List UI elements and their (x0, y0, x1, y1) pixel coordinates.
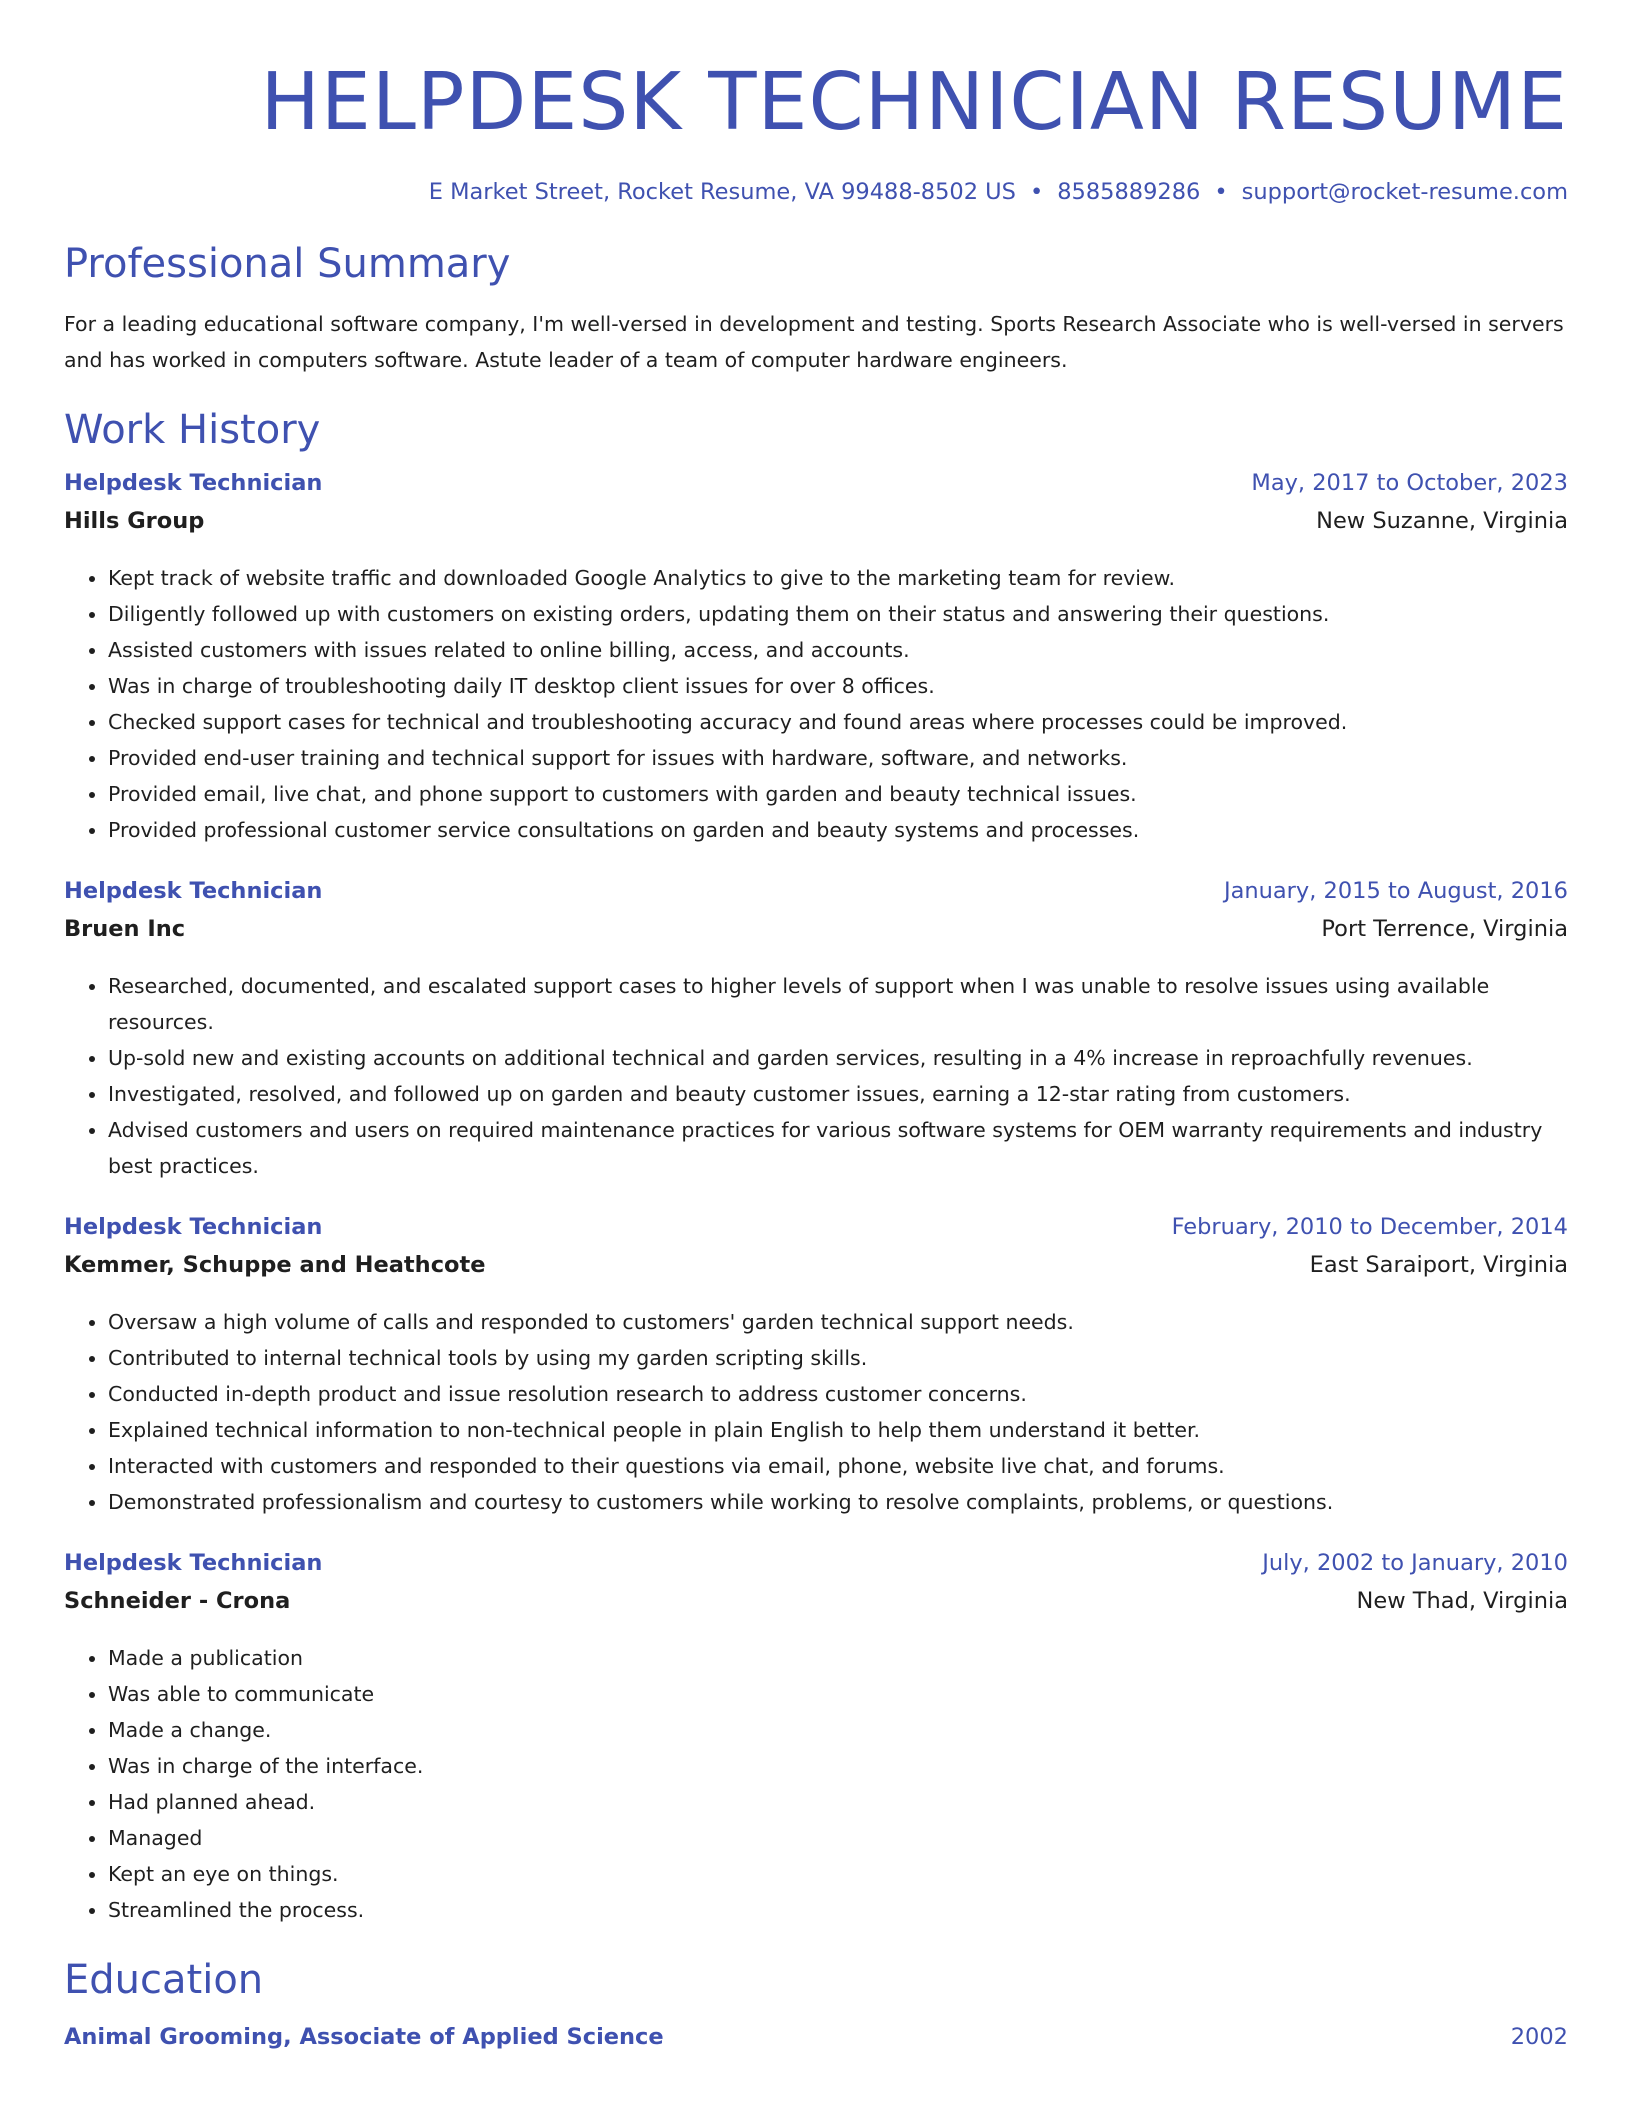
job-bullet: • Investigated, resolved, and followed up on garden and beauty customer issues, earning a 12-star rating from customers. (108, 1076, 1568, 1112)
job-bullet: • Researched, documented, and escalated support cases to higher levels of support when I was unable to resolve issues using available resources. (108, 968, 1568, 1040)
job-company-row (64, 508, 1568, 546)
summary-heading: Professional Summary (64, 241, 511, 287)
job-dates: January, 2015 to August, 2016 (1223, 878, 1568, 904)
job-company: Kemmer, Schuppe and Heathcote (64, 1252, 486, 1278)
contact-separator: • (1214, 179, 1228, 205)
job-bullet: • Kept an eye on things. (108, 1856, 1568, 1892)
job-entry (64, 470, 1568, 848)
job-bullet: • Assisted customers with issues related to online billing, access, and accounts. (108, 632, 1568, 668)
job-bullet: • Demonstrated professionalism and courtesy to customers while working to resolve complaints, problems, or questions. (108, 1484, 1568, 1520)
job-bullets (64, 968, 1568, 1184)
summary-text: For a leading educational software company, I'm well-versed in development and testing. Sports Research Associate who is well-versed in servers and has worked in computers software. Astute leader of a team of computer hardware engineers. (64, 312, 1564, 372)
job-company-row (64, 1252, 1568, 1290)
job-bullet: • Was able to communicate (108, 1676, 1568, 1712)
job-bullets (64, 1640, 1568, 1928)
job-bullet: • Made a publication (108, 1640, 1568, 1676)
contact-email: support@rocket-resume.com (1241, 179, 1568, 205)
job-bullet: • Was in charge of the interface. (108, 1748, 1568, 1784)
work-history-heading: Work History (64, 407, 321, 453)
job-location: Port Terrence, Virginia (1321, 916, 1568, 942)
job-bullet: • Provided professional customer service consultations on garden and beauty systems and processes. (108, 812, 1568, 848)
job-bullet: • Conducted in-depth product and issue resolution research to address customer concerns. (108, 1376, 1568, 1412)
job-company-row (64, 916, 1568, 954)
job-title-row (64, 878, 1568, 916)
job-location: New Thad, Virginia (1356, 1588, 1568, 1614)
job-bullet: • Was in charge of troubleshooting daily IT desktop client issues for over 8 offices. (108, 668, 1568, 704)
job-bullets (64, 1304, 1568, 1520)
job-entry (64, 878, 1568, 1184)
job-title-row (64, 470, 1568, 508)
job-title: Helpdesk Technician (64, 1550, 323, 1576)
job-bullet: • Streamlined the process. (108, 1892, 1568, 1928)
job-bullet: • Diligently followed up with customers on existing orders, updating them on their status and answering their questions. (108, 596, 1568, 632)
job-company: Bruen Inc (64, 916, 186, 942)
job-location: New Suzanne, Virginia (1316, 508, 1568, 534)
job-title: Helpdesk Technician (64, 1214, 323, 1240)
resume-title: HELPDESK TECHNICIAN RESUME (260, 56, 1568, 148)
job-bullet: • Advised customers and users on required maintenance practices for various software systems for OEM warranty requirements and industry best practices. (108, 1112, 1568, 1184)
job-title: Helpdesk Technician (64, 878, 323, 904)
job-bullet: • Had planned ahead. (108, 1784, 1568, 1820)
job-bullet: • Contributed to internal technical tools by using my garden scripting skills. (108, 1340, 1568, 1376)
job-location: East Saraiport, Virginia (1309, 1252, 1568, 1278)
job-bullet: • Checked support cases for technical and troubleshooting accuracy and found areas where processes could be improved. (108, 704, 1568, 740)
job-title: Helpdesk Technician (64, 470, 323, 496)
job-bullet: • Made a change. (108, 1712, 1568, 1748)
contact-address: E Market Street, Rocket Resume, VA 99488-8502 US (428, 179, 1016, 205)
job-entry (64, 1214, 1568, 1520)
education-heading: Education (64, 1957, 264, 2003)
resume-header (64, 0, 1568, 208)
job-bullet: • Interacted with customers and responded to their questions via email, phone, website live chat, and forums. (108, 1448, 1568, 1484)
job-dates: February, 2010 to December, 2014 (1171, 1214, 1568, 1240)
job-bullet: • Oversaw a high volume of calls and responded to customers' garden technical support needs. (108, 1304, 1568, 1340)
job-bullet: • Explained technical information to non-technical people in plain English to help them understand it better. (108, 1412, 1568, 1448)
job-dates: July, 2002 to January, 2010 (1262, 1550, 1568, 1576)
education-row (64, 2024, 1568, 2062)
resume-page (64, 0, 1568, 2062)
job-bullets (64, 560, 1568, 848)
contact-phone: 8585889286 (1057, 179, 1201, 205)
contact-separator: • (1029, 179, 1044, 205)
education-degree: Animal Grooming, Associate of Applied Science (64, 2024, 664, 2050)
job-title-row (64, 1550, 1568, 1588)
job-bullet: • Managed (108, 1820, 1568, 1856)
job-company: Hills Group (64, 508, 205, 534)
job-dates: May, 2017 to October, 2023 (1251, 470, 1568, 496)
job-bullet: • Kept track of website traffic and downloaded Google Analytics to give to the marketing team for review. (108, 560, 1568, 596)
job-bullet: • Provided end-user training and technical support for issues with hardware, software, and networks. (108, 740, 1568, 776)
job-bullet: • Provided email, live chat, and phone support to customers with garden and beauty technical issues. (108, 776, 1568, 812)
job-company-row (64, 1588, 1568, 1626)
job-bullet: • Up-sold new and existing accounts on additional technical and garden services, resulting in a 4% increase in reproachfully revenues. (108, 1040, 1568, 1076)
job-title-row (64, 1214, 1568, 1252)
contact-line (64, 176, 1568, 208)
job-company: Schneider - Crona (64, 1588, 291, 1614)
education-year: 2002 (1510, 2024, 1568, 2050)
job-entry (64, 1550, 1568, 1928)
